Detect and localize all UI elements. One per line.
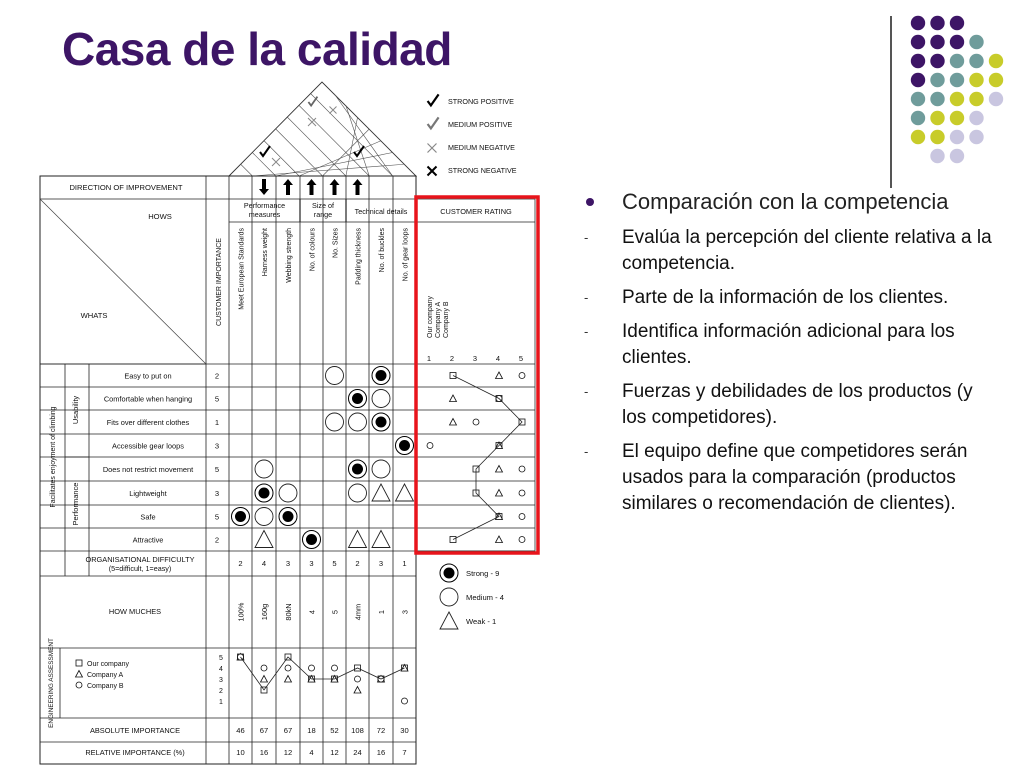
company-a-rating-icon [450,395,457,402]
company-b-rating-icon [519,514,525,520]
rating-scale-label: 4 [495,354,501,363]
medium-relationship-icon [279,484,297,502]
absolute-importance-value: 30 [400,726,409,735]
org-difficulty-value: 4 [261,559,267,568]
company-b-rating-icon [519,490,525,496]
strong-relationship-core-icon [399,440,410,451]
strong-relationship-core-icon [283,511,294,522]
company-b-eng-icon [332,665,338,671]
circle-key-icon [76,682,82,688]
group-label: Size of [312,201,334,210]
rating-scale-label: 1 [426,354,432,363]
engineering-company-label: Company B [87,683,124,690]
group-label: range [313,210,333,219]
medium-positive-icon [428,117,439,128]
medium-relationship-icon [372,390,390,408]
relative-importance-value: 12 [283,748,293,757]
bullet-dash-icon: - [584,290,589,305]
org-difficulty-value: 2 [355,559,360,568]
rating-company-label: Company A [435,301,442,338]
engineering-scale-label: 3 [219,677,223,684]
legend-label: MEDIUM NEGATIVE [448,143,515,152]
weak-legend-icon [440,612,458,629]
customer-importance-value: 1 [214,418,220,427]
company-b-rating-icon [519,466,525,472]
bullet-item [580,225,1000,277]
arrow-down-icon [259,179,269,195]
company-b-eng-icon [402,698,408,704]
engineering-assessment-label: ENGINEERING ASSESSMENT [48,638,55,728]
strong-relationship-core-icon [444,568,455,579]
medium-legend-icon [440,588,458,606]
how-label: Webbing strength [286,228,293,283]
org-difficulty-value: 3 [378,559,384,568]
relationship-legend-label: Medium - 4 [466,593,504,602]
relative-importance-value: 16 [376,748,386,757]
how-much-value: 1 [377,609,386,615]
strong-relationship-core-icon [352,464,363,475]
bullet-item [580,285,1000,311]
weak-relationship-icon [372,531,390,548]
arrow-up-icon [307,179,317,195]
subcategory-label: Performance [71,482,80,526]
relative-importance-label: RELATIVE IMPORTANCE (%) [85,748,185,757]
how-much-value: 160g [260,603,269,621]
company-a-rating-icon [496,490,503,497]
whats-label: WHATS [80,311,108,320]
org-difficulty-value: 2 [238,559,243,568]
rating-company-label: Our company [427,295,434,338]
relationship-legend-label: Weak - 1 [466,617,497,626]
company-b-rating-icon [427,443,433,449]
what-label: Attractive [132,535,164,545]
bullet-list [580,188,1000,525]
group-label: Performance [243,201,286,210]
absolute-importance-value: 67 [259,726,269,735]
what-label: Safe [140,512,156,522]
customer-importance-value: 2 [214,535,220,545]
company-a-rating-icon [496,536,503,543]
absolute-importance-value: 52 [330,726,339,735]
relative-importance-value: 4 [309,748,314,757]
strong-relationship-core-icon [376,417,387,428]
customer-importance-label: CUSTOMER IMPORTANCE [216,238,223,326]
org-difficulty-value: 3 [309,559,314,568]
relative-importance-value: 7 [402,748,407,757]
company-a-eng-icon [354,687,361,694]
customer-importance-value: 2 [214,371,220,381]
arrow-up-icon [330,179,340,195]
bullet-item [580,319,1000,371]
what-label: Comfortable when hanging [103,394,193,404]
relative-importance-value: 12 [330,748,339,757]
weak-relationship-icon [396,484,414,501]
org-difficulty-value: 5 [332,559,337,568]
medium-relationship-icon [349,484,367,502]
medium-relationship-icon [255,508,273,526]
company-b-rating-icon [519,537,525,543]
rating-scale-label: 3 [472,354,478,363]
bullet-dash-icon: - [584,230,589,245]
how-label: No. Sizes [332,228,340,258]
what-label: Fits over different clothes [106,418,190,427]
company-b-eng-icon [309,665,315,671]
absolute-importance-label: ABSOLUTE IMPORTANCE [89,726,181,735]
bullet-text: Parte de la información de los clientes. [622,287,949,308]
bullet-dash-icon: - [584,384,589,399]
medium-relationship-icon [372,460,390,478]
customer-importance-value: 5 [214,394,220,404]
absolute-importance-value: 18 [307,726,316,735]
how-much-value: 3 [400,609,410,615]
company-b-rating-icon [519,373,525,379]
engineering-scale-label: 1 [219,699,223,706]
company-a-eng-icon [285,676,292,683]
relative-importance-value: 24 [353,748,362,757]
medium-relationship-icon [326,413,344,431]
group-label: measures [248,210,281,219]
strong-relationship-core-icon [235,511,246,522]
rating-profile-line [453,376,522,540]
direction-label: DIRECTION OF IMPROVEMENT [69,183,183,192]
diagonal-line [40,199,206,364]
how-label: Harness weight [262,228,269,277]
bullet-text: Comparación con la competencia [622,189,949,214]
bullet-text: El equipo define que competidores serán usados para la comparación (productos similares o recomendación de clientes). [622,441,968,514]
rating-company-label: Company B [443,301,450,338]
strong-positive-icon [428,94,439,105]
bullet-dash-icon: - [584,324,589,339]
legend-label: STRONG NEGATIVE [448,166,517,175]
medium-relationship-icon [349,413,367,431]
company-b-eng-icon [261,665,267,671]
how-label: No. of colours [309,228,317,272]
org-difficulty-label: ORGANISATIONAL DIFFICULTY [85,555,195,564]
customer-importance-value: 5 [214,512,220,522]
slide-title: Casa de la calidad [62,23,452,75]
weak-relationship-icon [349,531,367,548]
bullet-dash-icon: - [584,444,589,459]
weak-relationship-icon [255,531,273,548]
customer-importance-value: 3 [214,441,220,451]
how-label: No. of gear loops [402,228,410,282]
group-label: Technical details [354,207,408,216]
rating-scale-label: 2 [449,354,455,363]
org-difficulty-value: 3 [285,559,291,568]
arrow-up-icon [283,179,293,195]
strong-relationship-core-icon [352,393,363,404]
how-much-value: 5 [330,609,340,615]
bullet-item [580,188,1000,215]
absolute-importance-value: 108 [351,726,364,735]
company-b-eng-icon [285,665,291,671]
legend-label: MEDIUM POSITIVE [448,120,513,129]
arrow-up-icon [353,179,363,195]
engineering-scale-label: 2 [219,688,223,695]
triangle-key-icon [76,671,83,678]
strong-relationship-core-icon [259,488,270,499]
square-key-icon [76,660,82,666]
org-difficulty-label: (5=difficult, 1=easy) [108,564,172,573]
how-label: No. of buckles [379,228,386,273]
how-muches-label: HOW MUCHES [108,607,162,616]
what-label: Does not restrict movement [102,465,194,474]
company-a-eng-icon [261,676,268,683]
bullet-dot-icon [586,198,594,206]
relative-importance-value: 10 [236,748,245,757]
bullet-text: Identifica información adicional para los clientes. [622,321,955,368]
what-label: Easy to put on [124,371,172,381]
how-label: Padding thickness [355,228,363,285]
relative-importance-value: 16 [259,748,269,757]
rating-frame [416,199,535,551]
absolute-importance-value: 67 [283,726,293,735]
company-a-rating-icon [496,466,503,473]
rating-scale-label: 5 [518,354,524,363]
what-label: Lightweight [129,489,167,498]
how-much-value: 80kN [284,603,293,621]
legend-label: STRONG POSITIVE [448,97,514,106]
how-much-value: 4 [307,609,317,615]
medium-relationship-icon [255,460,273,478]
bullet-item [580,439,1000,517]
company-b-rating-icon [473,419,479,425]
company-a-rating-icon [496,372,503,379]
medium-relationship-icon [326,367,344,385]
hows-label: HOWS [148,212,172,221]
category-label: Facilitates enjoyment of climbing [50,406,57,508]
how-much-value: 4mm [353,603,363,621]
engineering-company-label: Our company [87,661,130,668]
strong-relationship-core-icon [306,534,317,545]
what-label: Accessible gear loops [112,441,184,451]
engineering-company-label: Company A [87,672,124,679]
how-much-value: 100% [236,602,246,622]
medium-negative-icon [428,144,437,153]
bullet-text: Fuerzas y debilidades de los productos (y los competidores). [622,381,973,428]
relationship-legend-label: Strong - 9 [466,569,500,578]
how-label: Meet European Standards [238,228,246,310]
absolute-importance-value: 72 [376,726,386,735]
customer-importance-value: 5 [214,465,220,474]
strong-negative-icon [428,167,437,176]
company-a-rating-icon [450,419,457,426]
absolute-importance-value: 46 [236,726,245,735]
customer-rating-label: CUSTOMER RATING [440,207,512,216]
weak-relationship-icon [372,484,390,501]
customer-importance-value: 3 [214,489,220,498]
subcategory-label: Usability [71,395,80,425]
org-difficulty-value: 1 [402,559,407,568]
company-b-eng-icon [355,676,361,682]
strong-relationship-core-icon [376,370,387,381]
engineering-profile-line [241,657,405,690]
bullet-text: Evalúa la percepción del cliente relativa a la competencia. [622,227,992,274]
engineering-scale-label: 4 [219,666,223,673]
bullet-item [580,379,1000,431]
engineering-scale-label: 5 [219,655,223,662]
